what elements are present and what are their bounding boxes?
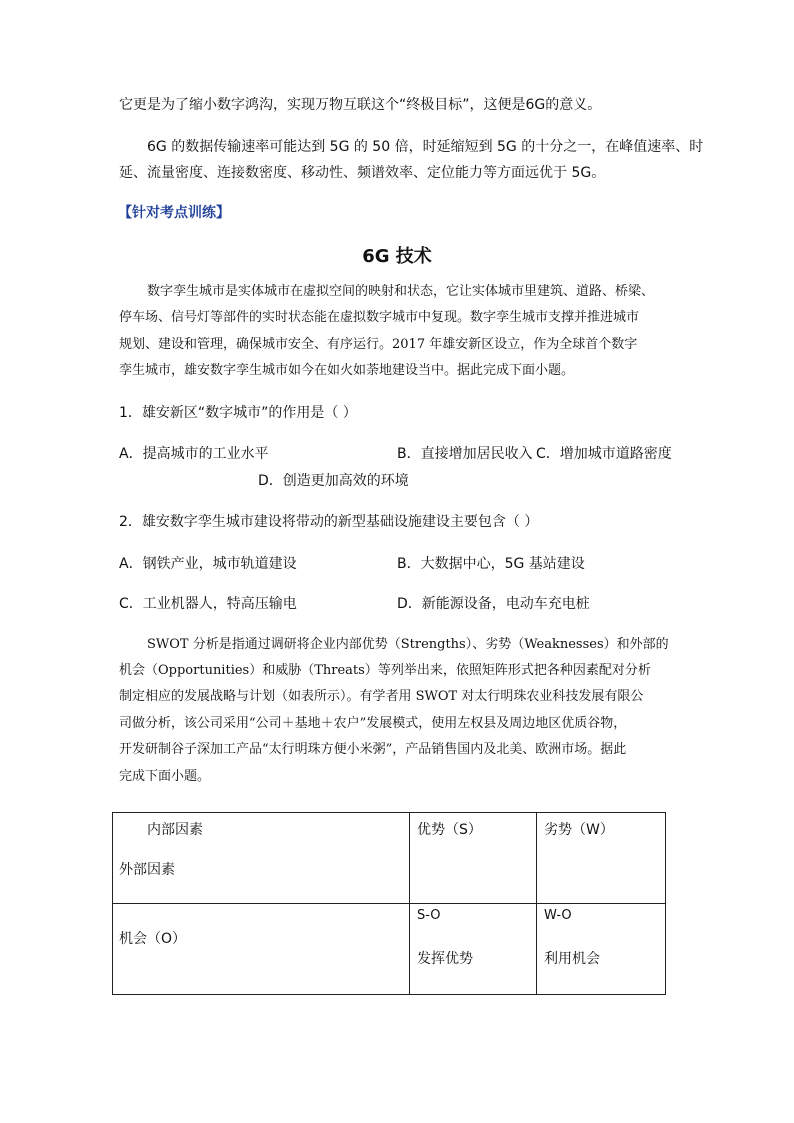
section-label: 【针对考点训练】	[118, 205, 230, 221]
page-title: 6G 技术	[362, 246, 432, 267]
q1-option-d: D．创造更加高效的环境	[258, 473, 409, 489]
passage2-line-6: 完成下面小题。	[119, 769, 211, 784]
table-header-factors	[113, 813, 410, 904]
intro-line-2: 6G 的数据传输速率可能达到 5G 的 50 倍，时延缩短到 5G 的十分之一，在峰值速率、时	[147, 139, 704, 155]
q1-option-c: C．增加城市道路密度	[536, 446, 672, 462]
table-cell-so	[410, 904, 537, 995]
table-row-opportunity	[113, 904, 410, 995]
strength-label: 优势（S）	[417, 822, 482, 838]
q2-option-b: B．大数据中心，5G 基站建设	[397, 556, 585, 572]
q1-option-b: B．直接增加居民收入	[397, 446, 533, 462]
q2-stem: 2．雄安数字孪生城市建设将带动的新型基础设施建设主要包含（ ）	[119, 514, 539, 530]
weakness-label: 劣势（W）	[544, 822, 614, 838]
passage1-line-2: 停车场、信号灯等部件的实时状态能在虚拟数字城市中复现。数字孪生城市支撑并推进城市	[119, 310, 640, 325]
so-text: 发挥优势	[417, 951, 473, 967]
so-code: S-O	[417, 908, 441, 923]
table-cell-wo	[537, 904, 666, 995]
external-factors-label: 外部因素	[119, 862, 175, 878]
passage2-line-4: 司做分析，该公司采用“公司＋基地＋农户”发展模式，使用左权县及周边地区优质谷物，	[119, 716, 627, 731]
swot-table	[112, 812, 665, 994]
q2-option-a: A．钢铁产业，城市轨道建设	[119, 556, 297, 572]
passage1-line-3: 规划、建设和管理，确保城市安全、有序运行。2017 年雄安新区设立，作为全球首个数字	[119, 337, 638, 352]
passage2-line-1: SWOT 分析是指通过调研将企业内部优势（Strengths）、劣势（Weaknesses）和外部的	[147, 637, 669, 652]
intro-line-3: 延、流量密度、连接数密度、移动性、频谱效率、定位能力等方面远优于 5G。	[119, 165, 606, 181]
intro-line-1: 它更是为了缩小数字鸿沟，实现万物互联这个“终极目标”，这便是6G的意义。	[119, 97, 602, 113]
internal-factors-label: 内部因素	[147, 822, 203, 838]
passage1-line-4: 孪生城市，雄安数字孪生城市如今在如火如荼地建设当中。据此完成下面小题。	[119, 363, 575, 378]
q1-stem: 1．雄安新区“数字城市”的作用是（ ）	[119, 405, 357, 421]
q1-option-a: A．提高城市的工业水平	[119, 446, 269, 462]
opportunity-label: 机会（O）	[119, 931, 187, 947]
wo-text: 利用机会	[544, 951, 600, 967]
passage2-line-3: 制定相应的发展战略与计划（如表所示）。有学者用 SWOT 对太行明珠农业科技发展有限公	[119, 689, 644, 704]
table-header-weakness	[537, 813, 666, 904]
passage1-line-1: 数字孪生城市是实体城市在虚拟空间的映射和状态，它让实体城市里建筑、道路、桥梁、	[147, 284, 655, 299]
q2-option-d: D．新能源设备，电动车充电桩	[397, 596, 590, 612]
wo-code: W-O	[544, 908, 572, 923]
q2-option-c: C．工业机器人，特高压输电	[119, 596, 297, 612]
passage2-line-5: 开发研制谷子深加工产品“太行明珠方便小米粥”，产品销售国内及北美、欧洲市场。据此	[119, 742, 627, 757]
passage2-line-2: 机会（Opportunities）和威胁（Threats）等列举出来，依照矩阵形式把各种因素配对分析	[119, 663, 651, 678]
table-header-strength	[410, 813, 537, 904]
